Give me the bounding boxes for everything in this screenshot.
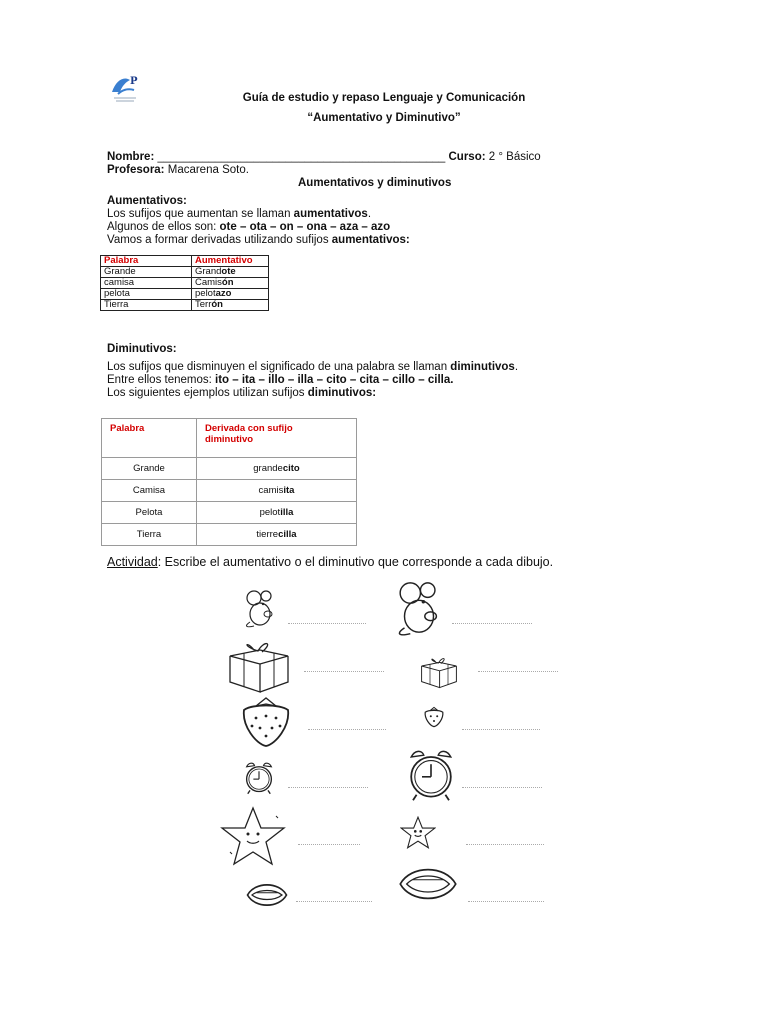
stem: pelot <box>195 288 216 299</box>
cell-word: pelota <box>101 289 192 300</box>
header-palabra: Palabra <box>101 256 192 267</box>
document-title: Guía de estudio y repaso Lenguaje y Comunicación <box>242 92 526 104</box>
aumentativos-table <box>100 255 269 311</box>
profesora-value: Macarena Soto. <box>167 164 249 176</box>
cell-word: Grande <box>102 458 197 480</box>
stem: Grand <box>195 266 222 277</box>
text-bold: ito – ita – illo – illa – cito – cita – cillo – cilla. <box>215 374 454 386</box>
text-bold: aumentativos <box>293 208 368 220</box>
header-derivada <box>197 419 357 458</box>
table-header-row <box>101 256 269 267</box>
cell-derived <box>192 278 269 289</box>
small-star-icon <box>400 816 436 850</box>
suffix: azo <box>215 288 232 299</box>
suffix: illa <box>280 507 294 518</box>
cell-word: Grande <box>101 267 192 278</box>
table-row <box>102 502 357 524</box>
stem: pelot <box>259 507 281 518</box>
text-bold: diminutivos <box>450 361 515 373</box>
table-row <box>102 480 357 502</box>
suffix: ita <box>283 485 295 496</box>
nombre-blank: _____________________________________________ <box>157 151 446 163</box>
table-row <box>101 300 269 311</box>
small-mouse-icon <box>240 588 280 630</box>
text-bold: aumentativos: <box>331 234 410 246</box>
cell-derived <box>197 524 357 546</box>
stem: tierre <box>256 529 279 540</box>
stem: grande <box>253 463 283 474</box>
stem: Terr <box>195 299 212 310</box>
text: Los sufijos que aumentan se llaman <box>107 208 294 220</box>
suffix: ón <box>211 299 223 310</box>
suffix: ote <box>221 266 236 277</box>
aumentativos-line2 <box>107 221 390 233</box>
actividad-line <box>107 555 553 569</box>
answer-line[interactable] <box>462 728 540 730</box>
diminutivos-line1 <box>107 361 518 373</box>
table-header-row <box>102 419 357 458</box>
header-line: diminutivo <box>205 434 254 445</box>
diminutivos-heading: Diminutivos: <box>107 343 177 355</box>
cell-word: camisa <box>101 278 192 289</box>
big-clock-icon <box>404 746 458 804</box>
cell-derived <box>192 300 269 311</box>
big-gift-icon <box>224 638 294 694</box>
big-mouse-icon <box>390 578 448 640</box>
stem: camis <box>258 485 284 496</box>
text: Vamos a formar derivadas utilizando sufijos <box>107 234 332 246</box>
text: Los siguientes ejemplos utilizan sufijos <box>107 387 308 399</box>
diminutivos-line2 <box>107 374 453 386</box>
answer-line[interactable] <box>462 786 542 788</box>
answer-line[interactable] <box>478 670 558 672</box>
answer-line[interactable] <box>452 622 532 624</box>
text-bold: ote – ota – on – ona – aza – azo <box>219 221 391 233</box>
answer-line[interactable] <box>296 900 372 902</box>
answer-line[interactable] <box>288 622 366 624</box>
text-bold: diminutivos: <box>307 387 377 399</box>
cell-word: Tierra <box>102 524 197 546</box>
answer-line[interactable] <box>468 900 544 902</box>
suffix: cito <box>282 463 300 474</box>
cell-word: Camisa <box>102 480 197 502</box>
header-palabra: Palabra <box>102 419 197 458</box>
text: . <box>514 361 519 373</box>
cell-derived <box>197 480 357 502</box>
header-aumentativo: Aumentativo <box>192 256 269 267</box>
answer-line[interactable] <box>308 728 386 730</box>
small-gift-icon <box>418 655 460 689</box>
table-row <box>102 524 357 546</box>
section-title: Aumentativos y diminutivos <box>298 177 452 189</box>
aumentativos-heading: Aumentativos: <box>107 195 187 207</box>
cell-derived <box>192 267 269 278</box>
table-row <box>101 278 269 289</box>
text: Los sufijos que disminuyen el significado de una palabra se llaman <box>107 361 451 373</box>
answer-line[interactable] <box>466 843 544 845</box>
cell-derived <box>197 458 357 480</box>
small-strawberry-icon <box>422 706 446 728</box>
cell-derived <box>197 502 357 524</box>
table-row <box>101 267 269 278</box>
document-subtitle: “Aumentativo y Diminutivo” <box>307 112 461 124</box>
big-mouth-icon <box>396 862 460 906</box>
text: . <box>367 208 372 220</box>
big-star-icon <box>220 806 286 868</box>
profesora-line <box>107 164 249 176</box>
svg-text:P: P <box>130 76 138 87</box>
cell-derived <box>192 289 269 300</box>
actividad-label: Actividad <box>107 555 158 569</box>
diminutivos-table <box>101 418 357 546</box>
cell-word: Tierra <box>101 300 192 311</box>
answer-line[interactable] <box>304 670 384 672</box>
header-line: Derivada con sufijo <box>205 423 293 434</box>
small-clock-icon <box>242 760 276 796</box>
table-row <box>101 289 269 300</box>
cell-word: Pelota <box>102 502 197 524</box>
aumentativos-line1 <box>107 208 371 220</box>
text: Entre ellos tenemos: <box>107 374 216 386</box>
suffix: ón <box>221 277 234 288</box>
suffix: cilla <box>278 529 297 540</box>
profesora-label: Profesora: <box>107 164 165 176</box>
table-row <box>102 458 357 480</box>
curso-value: 2 ° Básico <box>488 151 541 163</box>
curso-label: Curso: <box>448 151 486 163</box>
text: Algunos de ellos son: <box>107 221 220 233</box>
small-mouth-icon <box>244 880 290 910</box>
nombre-line <box>107 151 541 163</box>
answer-line[interactable] <box>298 843 360 845</box>
actividad-text: : Escribe el aumentativo o el diminutivo que corresponde a cada dibujo. <box>157 555 554 569</box>
aumentativos-line3 <box>107 234 410 246</box>
diminutivos-line3 <box>107 387 376 399</box>
nombre-label: Nombre: <box>107 151 155 163</box>
answer-line[interactable] <box>288 786 368 788</box>
stem: Camis <box>195 277 222 288</box>
big-strawberry-icon <box>236 696 296 748</box>
